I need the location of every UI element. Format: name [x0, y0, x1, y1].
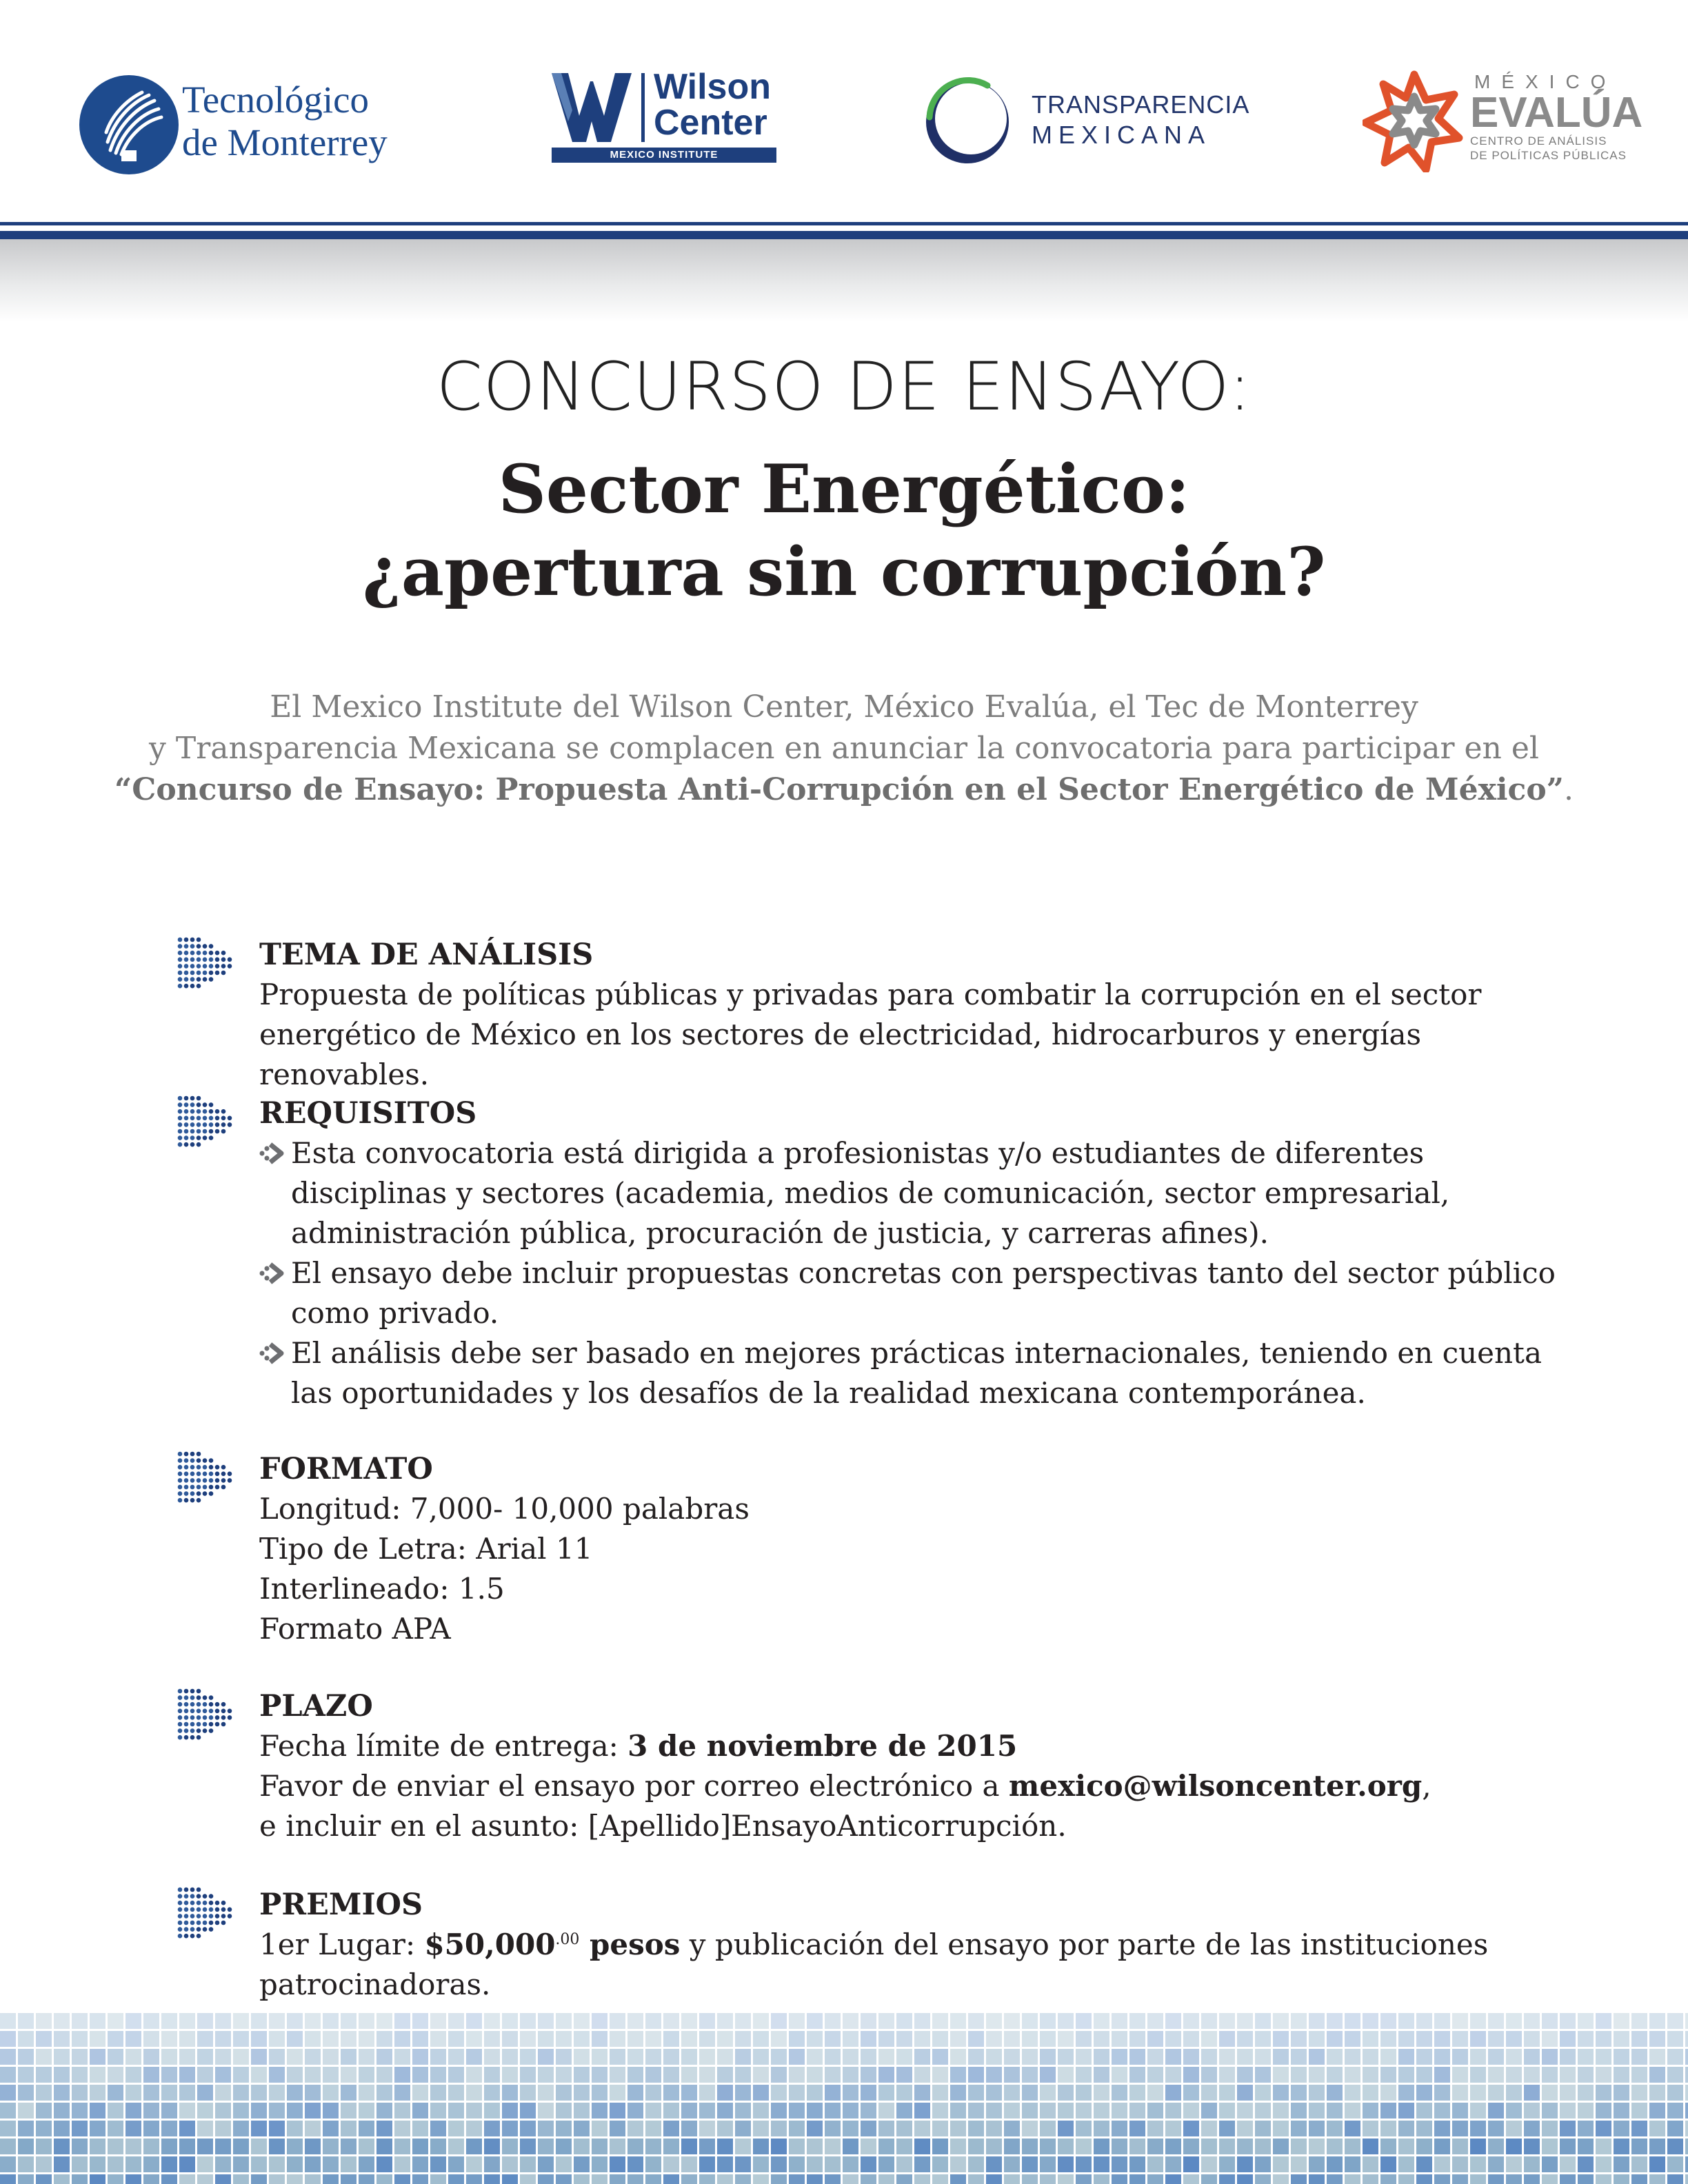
intro-period: . — [1564, 772, 1574, 807]
transparencia-ring-icon — [921, 76, 1014, 168]
prize-currency: pesos — [579, 1928, 681, 1961]
wilson-divider — [641, 73, 645, 142]
section-title: PLAZO — [259, 1689, 373, 1723]
tec-logo-line2: de Monterrey — [182, 121, 388, 163]
requisito-1-line1: Esta convocatoria está dirigida a profesionistas y/o estudiantes de diferentes — [291, 1136, 1425, 1170]
wilson-w-icon — [552, 73, 632, 142]
section-body — [259, 1726, 1556, 1846]
dotted-arrow-icon — [177, 1095, 240, 1149]
formato-interlineado: Interlineado: 1.5 — [259, 1572, 505, 1606]
contest-kicker: CONCURSO DE ENSAYO: — [436, 348, 1252, 425]
section-body — [259, 975, 1556, 1095]
transparencia-logo-line2: MEXICANA — [1032, 121, 1212, 149]
transparencia-logo-text — [1032, 90, 1249, 150]
tec-logo-text — [182, 79, 388, 164]
headline-line1: Sector Energético: — [498, 450, 1190, 528]
bullet-chevron-icon — [259, 1142, 285, 1165]
section-title: PREMIOS — [259, 1888, 423, 1922]
wilson-mexico-institute-label: MEXICO INSTITUTE — [552, 148, 776, 163]
evalua-logo-line2: EVALÚA — [1470, 89, 1643, 136]
prize-label: 1er Lugar: — [259, 1928, 425, 1961]
plazo-email-line — [259, 1766, 1556, 1806]
wilson-logo-text — [654, 69, 771, 141]
tec-logo-line1: Tecnológico — [182, 79, 370, 121]
dotted-arrow-icon — [177, 1886, 240, 1940]
requisito-item — [259, 1133, 1556, 1253]
formato-longitud: Longitud: 7,000- 10,000 palabras — [259, 1492, 750, 1526]
header-rule-thick — [0, 231, 1688, 239]
header-gradient-band — [0, 239, 1688, 322]
mexico-evalua-logo-text — [1470, 72, 1642, 163]
intro-line2: y Transparencia Mexicana se complacen en anunciar la convocatoria para participar en el — [149, 731, 1539, 766]
tec-de-monterrey-logo — [77, 68, 436, 178]
requisito-3-line1: El análisis debe ser basado en mejores prácticas internacionales, teniendo en cuenta — [291, 1336, 1542, 1370]
formato-tipo-letra: Tipo de Letra: Arial 11 — [259, 1532, 593, 1566]
tec-shield-icon — [77, 73, 181, 176]
evalua-logo-line1: MÉXICO — [1474, 71, 1617, 92]
dotted-arrow-icon — [177, 1688, 240, 1741]
mosaic-tile-footer — [0, 2013, 1688, 2184]
section-title: REQUISITOS — [259, 1096, 477, 1131]
deadline-date: 3 de noviembre de 2015 — [627, 1729, 1018, 1763]
section-body — [259, 1489, 1556, 1649]
requisito-1-line3: administración pública, procuración de justicia, y carreras afines). — [291, 1216, 1269, 1250]
tema-line1: Propuesta de políticas públicas y privadas para combatir la corrupción en el sector — [259, 978, 1482, 1011]
email-instruction: Favor de enviar el ensayo por correo electrónico a — [259, 1769, 1009, 1803]
email-comma: , — [1422, 1769, 1431, 1803]
transparencia-mexicana-logo — [921, 74, 1250, 164]
contest-full-name: “Concurso de Ensayo: Propuesta Anti-Corrupción en el Sector Energético de México” — [114, 772, 1564, 807]
wilson-logo-line1: Wilson — [654, 67, 771, 107]
plazo-deadline-line — [259, 1726, 1556, 1766]
wilson-logo-line2: Center — [654, 103, 767, 143]
sponsor-logos — [0, 0, 1688, 221]
submission-email: mexico@wilsoncenter.org — [1008, 1769, 1423, 1803]
bullet-chevron-icon — [259, 1262, 285, 1285]
mexico-evalua-star-icon — [1363, 69, 1466, 172]
requisito-2-line2: como privado. — [291, 1296, 499, 1330]
requisito-1-line2: disciplinas y sectores (academia, medios de comunicación, sector empresarial, — [291, 1176, 1450, 1210]
plazo-subject-line: e incluir en el asunto: [Apellido]EnsayoAnticorrupción. — [259, 1809, 1067, 1843]
section-title: TEMA DE ANÁLISIS — [259, 938, 594, 972]
evalua-logo-line4: DE POLÍTICAS PÚBLICAS — [1470, 149, 1627, 162]
requisito-item — [259, 1253, 1556, 1333]
transparencia-logo-line1: TRANSPARENCIA — [1032, 90, 1250, 119]
dotted-arrow-icon — [177, 936, 240, 990]
section-body — [259, 1133, 1556, 1413]
deadline-label: Fecha límite de entrega: — [259, 1729, 628, 1763]
header-rule-thin — [0, 222, 1688, 225]
requisito-3-line2: las oportunidades y los desafíos de la realidad mexicana contemporánea. — [291, 1376, 1366, 1410]
intro-line1: El Mexico Institute del Wilson Center, México Evalúa, el Tec de Monterrey — [270, 689, 1418, 725]
section-title: FORMATO — [259, 1452, 433, 1486]
formato-apa: Formato APA — [259, 1612, 451, 1646]
requisito-item — [259, 1333, 1556, 1413]
prize-cents: .00 — [555, 1931, 580, 1948]
prize-amount: $50,000 — [424, 1928, 556, 1961]
requisito-2-line1: El ensayo debe incluir propuestas concretas con perspectivas tanto del sector público — [291, 1256, 1556, 1290]
intro-line3 — [83, 769, 1605, 811]
dotted-arrow-icon — [177, 1450, 240, 1504]
premio-line1 — [259, 1925, 1556, 1965]
premio-line2: patrocinadoras. — [259, 1968, 491, 2001]
section-body — [259, 1925, 1556, 2005]
headline-line2: ¿apertura sin corrupción? — [362, 533, 1326, 611]
prize-description: y publicación del ensayo por parte de las instituciones — [680, 1928, 1489, 1961]
evalua-logo-line3: CENTRO DE ANÁLISIS — [1470, 134, 1607, 148]
bullet-chevron-icon — [259, 1342, 285, 1365]
mexico-evalua-logo — [1363, 69, 1643, 179]
intro-paragraph — [83, 687, 1605, 811]
contest-headline — [0, 448, 1688, 614]
tema-line2: energético de México en los sectores de electricidad, hidrocarburos y energías renovables. — [259, 1018, 1422, 1091]
wilson-center-logo — [552, 69, 779, 165]
